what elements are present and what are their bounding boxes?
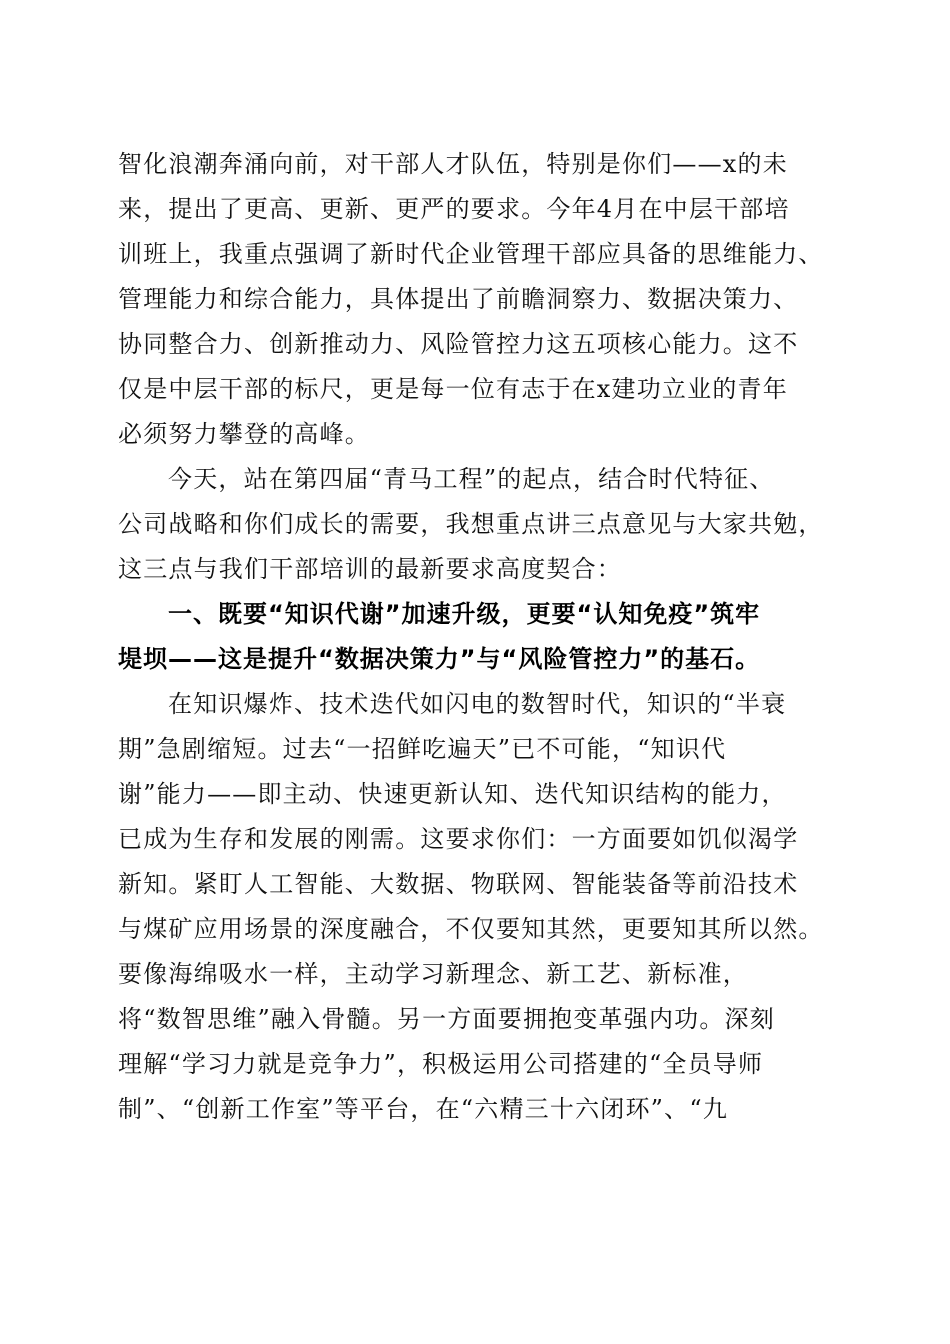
- text-line: 今天，站在第四届“青马工程”的起点，结合时代特征、: [168, 465, 775, 493]
- text-line: 训班上，我重点强调了新时代企业管理干部应具备的思维能力、: [118, 240, 824, 268]
- text-line: 已成为生存和发展的刚需。这要求你们：一方面要如饥似渴学: [118, 825, 799, 853]
- text-line: 与煤矿应用场景的深度融合，不仅要知其然，更要知其所以然。: [118, 915, 824, 943]
- text-line: 要像海绵吸水一样，主动学习新理念、新工艺、新标准，: [118, 960, 748, 988]
- text-line: 新知。紧盯人工智能、大数据、物联网、智能装备等前沿技术: [118, 870, 799, 898]
- paragraph-knowledge-metabolism: [118, 682, 838, 1132]
- text-line: 协同整合力、创新推动力、风险管控力这五项核心能力。这不: [118, 330, 799, 358]
- text-line: 来，提出了更高、更新、更严的要求。今年4月在中层干部培: [118, 195, 790, 223]
- text-line: 谢”能力——即主动、快速更新认知、迭代知识结构的能力，: [118, 780, 787, 808]
- heading-line: 一、既要“知识代谢”加速升级，更要“认知免疫”筑牢: [168, 600, 761, 628]
- text-line: 智化浪潮奔涌向前，对干部人才队伍，特别是你们——x的未: [118, 150, 788, 178]
- paragraph-three-points-intro: [118, 457, 838, 592]
- heading-line: 堤坝——这是提升“数据决策力”与“风险管控力”的基石。: [118, 645, 761, 673]
- text-line: 期”急剧缩短。过去“一招鲜吃遍天”已不可能，“知识代: [118, 735, 727, 763]
- section-heading-one: [118, 592, 838, 682]
- text-line: 将“数智思维”融入骨髓。另一方面要拥抱变革强内功。深刻: [118, 1005, 775, 1033]
- text-line: 制”、“创新工作室”等平台，在“六精三十六闭环”、“九: [118, 1095, 729, 1123]
- text-line: 这三点与我们干部培训的最新要求高度契合：: [118, 555, 622, 583]
- text-line: 公司战略和你们成长的需要，我想重点讲三点意见与大家共勉，: [118, 510, 824, 538]
- text-line: 理解“学习力就是竞争力”，积极运用公司搭建的“全员导师: [118, 1050, 764, 1078]
- text-line: 管理能力和综合能力，具体提出了前瞻洞察力、数据决策力、: [118, 285, 799, 313]
- document-body: [118, 142, 838, 1132]
- paragraph-intro-continuation: [118, 142, 838, 457]
- text-line: 必须努力攀登的高峰。: [118, 420, 370, 448]
- text-line: 在知识爆炸、技术迭代如闪电的数智时代，知识的“半衰: [168, 690, 787, 718]
- text-line: 仅是中层干部的标尺，更是每一位有志于在x建功立业的青年: [118, 375, 788, 403]
